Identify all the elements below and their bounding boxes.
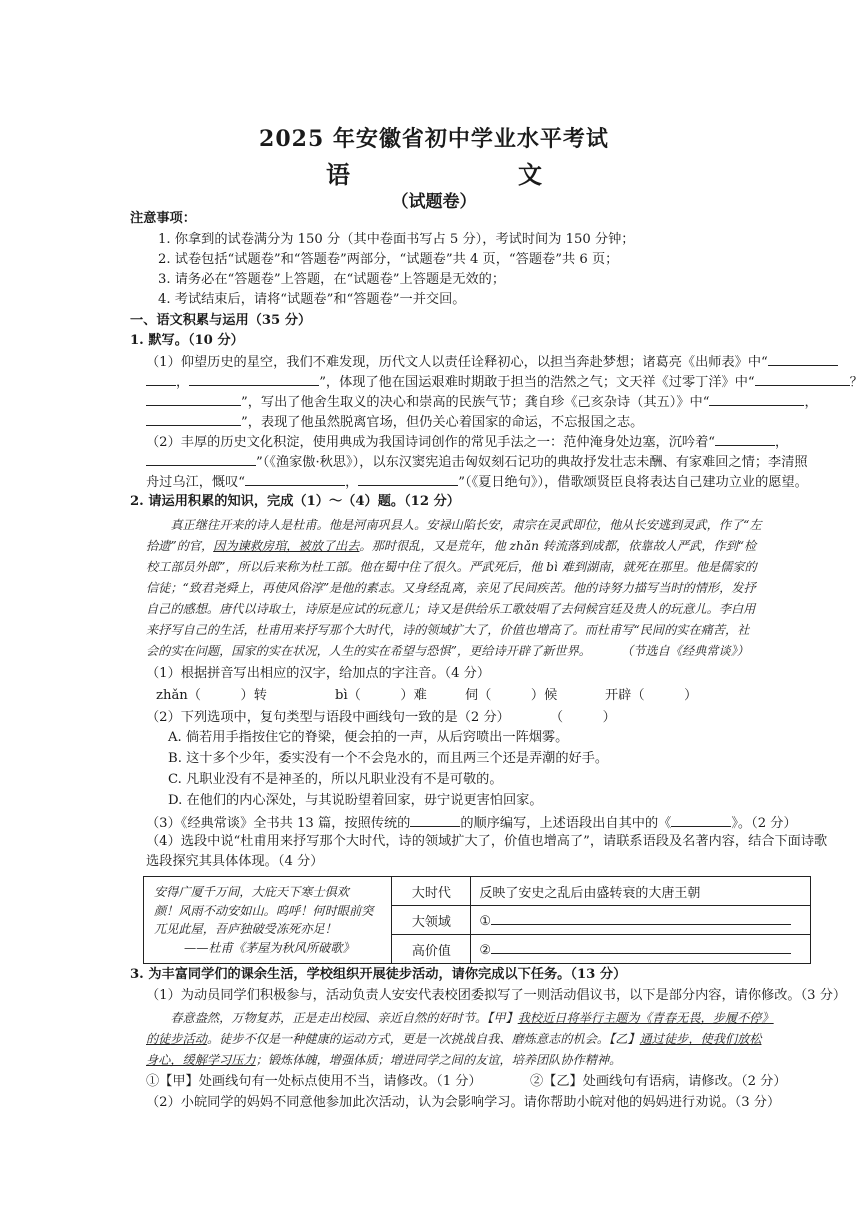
notice-item: 1. 你拿到的试卷满分为 150 分（其中卷面书写占 5 分），考试时间为 150 分钟； (158, 232, 635, 247)
q1-text: ？ (849, 375, 863, 390)
q2-sub3-text: 》。（2 分） (731, 816, 797, 831)
answer-line[interactable] (491, 941, 791, 954)
q3-task-b: ②【乙】处画线句有语病，请修改。（2 分） (530, 1074, 787, 1089)
proposal-line (146, 1008, 774, 1029)
paper-type: （试题卷） (391, 192, 477, 212)
question-3-title: 3. 为丰富同学们的课余生活，学校组织开展徒步活动，请你完成以下任务。（13 分） (130, 967, 627, 982)
answer-blank[interactable] (146, 412, 241, 426)
underlined-sentence: 通过徒步，使我们放松 (639, 1032, 762, 1046)
question-1-title: 1. 默写。（10 分） (130, 333, 244, 348)
answer-blank[interactable] (410, 813, 460, 827)
passage-line: 信徒；“致君尧舜上，再使风俗淳”是他的素志。又身经乱离，亲见了民间疾苦。他的诗努力描写当时的情形，发抒 (146, 581, 756, 595)
q3-sub1: （1）为动员同学们积极参与，活动负责人安安代表校团委拟写了一则活动倡议书，以下是部分内容，请你修改。（3 分） (146, 988, 847, 1003)
passage-text: 。那时很乱，又是荒年，他 zhǎn 转流落到成都，依靠故人严武，作到“检 (359, 539, 757, 553)
q2-sub1: （1）根据拼音写出相应的汉字，给加点的字注音。（4 分） (146, 666, 491, 681)
answer-blank[interactable] (245, 472, 345, 486)
subject-title: 语 文 (326, 160, 582, 189)
table-row (144, 877, 811, 906)
answer-blank[interactable] (146, 372, 176, 386)
notice-item: 3. 请务必在“答题卷”上答题，在“试题卷”上答题是无效的； (158, 272, 506, 287)
q1-text: 舟过乌江，慨叹“ (146, 475, 246, 490)
q2-sub4: 选段探究其具体体现。（4 分） (146, 854, 324, 869)
passage-source: （节选自《经典常谈》） (620, 644, 749, 658)
answer-blank[interactable] (715, 432, 775, 446)
q1-line (146, 452, 808, 472)
q2-sub4: （4）选段中说“杜甫用来抒写那个大时代，诗的领域扩大了，价值也增高了”，请联系语段及名著内容，结合下面诗歌 (146, 834, 828, 849)
passage-text: 拾遗”的官， (146, 539, 214, 553)
q1-text: （2）丰厚的历史文化积淀，使用典成为我国诗词创作的常见手法之一：范仲淹身处边塞，沉吟着“ (146, 435, 716, 450)
passage-line: 来抒写自己的生活，杜甫用来抒写那个大时代，诗的领域扩大了，价值也增高了。而杜甫写“民间的实在痛苦，社 (146, 623, 750, 637)
poem-source: ——杜甫《茅屋为秋风所破歌》 (184, 940, 355, 955)
answer-blank[interactable] (709, 392, 804, 406)
q1-text: ， (345, 475, 359, 490)
exam-title: 2025 年安徽省初中学业水平考试 (259, 126, 609, 152)
q1-text: ”，写出了他舍生取义的决心和崇高的民族气节；龚自珍《己亥杂诗（其五）》中“ (241, 395, 710, 410)
q1-line (146, 472, 808, 492)
row-label: 大时代 (392, 877, 471, 906)
row-label: 大领域 (392, 906, 471, 935)
q1-line (146, 372, 863, 392)
row-value: ② (479, 942, 492, 958)
answer-line[interactable] (491, 912, 791, 925)
section-heading: 一、语文积累与运用（35 分） (130, 313, 312, 328)
q1-line (146, 412, 643, 432)
passage-line: 真正继往开来的诗人是杜甫。他是河南巩县人。安禄山陷长安，肃宗在灵武即位，他从长安逃到灵武，作了“左 (146, 518, 762, 532)
row-value: 反映了安史之乱后由盛转衰的大唐王朝 (471, 877, 811, 906)
answer-blank[interactable] (146, 392, 241, 406)
row-label: 高价值 (392, 935, 471, 964)
pinyin-item: 开辟（ ） (605, 688, 698, 703)
q1-text: ， (176, 375, 190, 390)
answer-blank[interactable] (146, 452, 256, 466)
proposal-text: 春意盎然，万物复苏，正是走出校园、亲近自然的好时节。【甲】 (146, 1011, 518, 1025)
q1-line (146, 392, 818, 412)
q1-text: ”（《渔家傲·秋思》），以东汉窦宪追击匈奴刻石记功的典故抒发壮志未酬、有家难回之情；李清照 (256, 455, 808, 470)
q1-text: ”，体现了他在国运艰难时期敢于担当的浩然之气；文天祥《过零丁洋》中“ (319, 375, 755, 390)
poem-line: 颜！风雨不动安如山。呜呼！何时眼前突 (154, 903, 374, 918)
q1-text: ， (775, 435, 789, 450)
proposal-text: ；锻炼体魄，增强体质；增进同学之间的友谊，培养团队协作精神。 (255, 1053, 622, 1067)
answer-blank[interactable] (358, 472, 458, 486)
question-2-title: 2. 请运用积累的知识，完成（1）～（4）题。（12 分） (130, 494, 460, 509)
notice-item: 2. 试卷包括“试题卷”和“答题卷”两部分，“试题卷”共 4 页，“答题卷”共 6 页； (158, 252, 619, 267)
passage-line: 校工部员外郎”，所以后来称为杜工部。他在蜀中住了很久。严武死后，他 bì 难到湖南，就死在那里。他是儒家的 (146, 560, 757, 574)
passage-line: 自己的感想。唐代以诗取士，诗原是应试的玩意儿；诗又是供给乐工歌妓唱了去伺候宫廷及贵人的玩意儿。李白用 (146, 602, 756, 616)
pinyin-item: zhǎn（ ）转 (156, 688, 267, 703)
notice-heading: 注意事项： (130, 211, 196, 226)
underlined-sentence: 我校近日将举行主题为《青春无畏，步履不停》 (517, 1011, 774, 1025)
q3-task-a: ①【甲】处画线句有一处标点使用不当，请修改。（1 分） (146, 1074, 482, 1089)
poem-line: 兀见此屋，吾庐独破受冻死亦足！ (154, 922, 337, 936)
q2-sub2 (146, 709, 616, 727)
answer-blank[interactable] (768, 352, 838, 366)
poem-excerpt (144, 877, 392, 964)
poem-line: 安得广厦千万间，大庇天下寒士俱欢 (154, 885, 349, 899)
answer-blank[interactable] (671, 813, 731, 827)
underlined-sentence: 因为谏救房琯，被放了出去 (213, 539, 360, 553)
poem-analysis-table (143, 876, 811, 964)
q1-text: ”，表现了他虽然脱离官场，但仍关心着国家的命运，不忘报国之志。 (241, 415, 644, 430)
answer-blank[interactable] (755, 372, 850, 386)
answer-paren[interactable]: （ ） (549, 710, 616, 725)
q1-line (146, 432, 788, 452)
answer-blank[interactable] (189, 372, 319, 386)
passage-text: 会的实在问题，国家的实在状况，人生的实在希望与恐惧”，更给诗开辟了新世界。 (146, 644, 591, 658)
q2-sub3-text: （3）《经典常谈》全书共 13 篇，按照传统的 (146, 816, 411, 831)
proposal-line (146, 1050, 621, 1071)
notice-item: 4. 考试结束后，请将“试题卷”和“答题卷”一并交回。 (158, 292, 466, 307)
pinyin-item: 伺（ ）候 (465, 688, 558, 703)
proposal-line (146, 1029, 761, 1050)
option-b: B. 这十多个少年，委实没有一个不会凫水的，而且两三个还是弄潮的好手。 (168, 751, 609, 766)
row-value: ① (479, 913, 492, 929)
row-value-cell[interactable] (471, 906, 811, 935)
underlined-sentence: 的徒步活动 (146, 1032, 207, 1046)
q1-text: （1）仰望历史的星空，我们不难发现，历代文人以责任诠释初心，以担当奔赴梦想；诸葛亮《出师表》中“ (146, 355, 768, 370)
pinyin-item: bì（ ）难 (335, 688, 427, 703)
passage-line (146, 641, 749, 662)
q1-line (146, 352, 838, 372)
q2-sub3-text: 的顺序编写，上述语段出自其中的《 (460, 816, 672, 831)
passage-line (146, 536, 756, 557)
option-c: C. 凡职业没有不是神圣的，所以凡职业没有不是可敬的。 (168, 772, 503, 787)
q3-sub2: （2）小皖同学的妈妈不同意他参加此次活动，认为会影响学习。请你帮助小皖对他的妈妈进行劝说。（3 分） (146, 1095, 781, 1110)
q1-text: ， (804, 395, 818, 410)
row-value-cell[interactable] (471, 935, 811, 964)
q2-sub3 (146, 813, 797, 833)
q1-text: ”（《夏日绝句》），借歌颂贤臣良将表达自己建功立业的愿望。 (458, 475, 808, 490)
q2-sub2-text: （2）下列选项中，复句类型与语段中画线句一致的是（2 分） (146, 710, 510, 725)
option-a: A. 倘若用手指按住它的脊梁，便会拍的一声，从后窍喷出一阵烟雾。 (168, 730, 569, 745)
proposal-text: 。徒步不仅是一种健康的运动方式，更是一次挑战自我、磨炼意志的机会。【乙】 (206, 1032, 640, 1046)
option-d: D. 在他们的内心深处，与其说盼望着回家，毋宁说更害怕回家。 (168, 793, 543, 808)
underlined-sentence: 身心，缓解学习压力 (146, 1053, 256, 1067)
